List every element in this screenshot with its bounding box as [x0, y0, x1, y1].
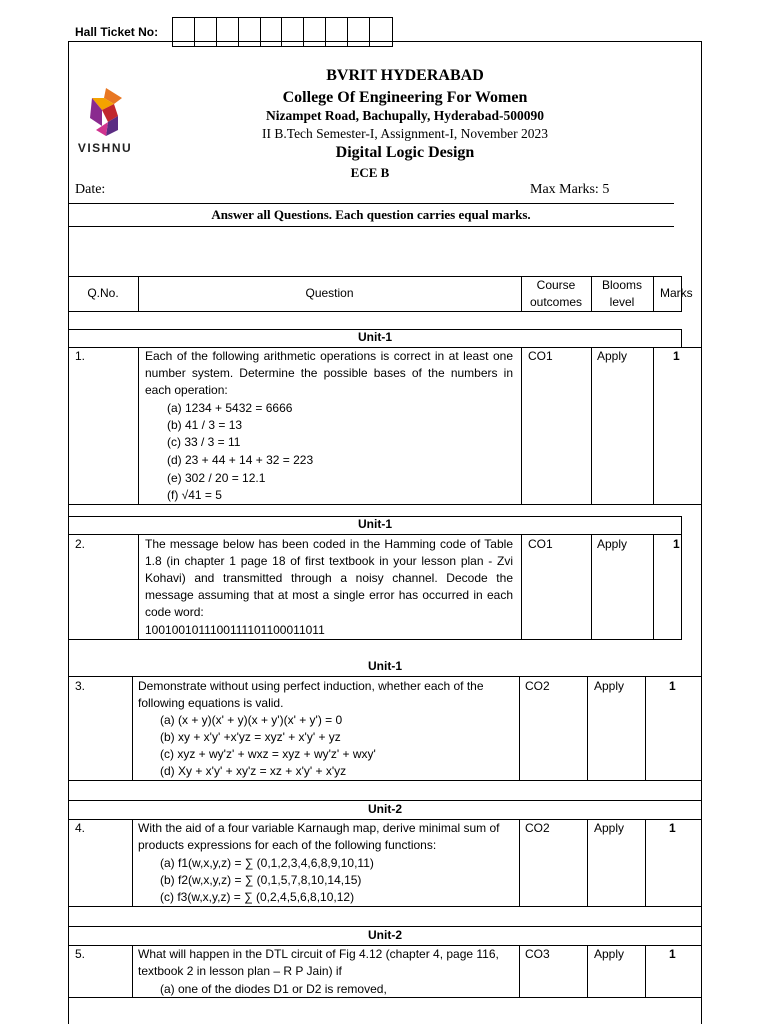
- question-number: 1.: [75, 349, 86, 363]
- header-blooms-1: Blooms: [601, 278, 642, 292]
- course-outcome: CO1: [528, 349, 553, 363]
- blooms-level: Apply: [594, 821, 625, 835]
- question-part: (b) f2(w,x,y,z) = ∑ (0,1,5,7,8,10,14,15): [160, 873, 362, 887]
- question-number: 2.: [75, 537, 86, 551]
- date-label: Date:: [75, 182, 106, 197]
- exam-title: II B.Tech Semester-I, Assignment-I, November 2023: [262, 126, 548, 141]
- blooms-level: Apply: [597, 537, 628, 551]
- header-qno: Q.No.: [87, 286, 119, 300]
- question-part: (c) 33 / 3 = 11: [167, 435, 241, 449]
- question-part: (b) 41 / 3 = 13: [167, 418, 243, 432]
- course-outcome: CO2: [525, 821, 550, 835]
- divider: [68, 226, 674, 227]
- question-part: (c) xyz + wy'z' + wxz = xyz + wy'z' + wxy': [160, 747, 376, 761]
- max-marks: Max Marks: 5: [530, 182, 610, 197]
- divider: [68, 203, 674, 204]
- question-part: (a) one of the diodes D1 or D2 is removed,: [160, 982, 387, 996]
- blooms-level: Apply: [597, 349, 628, 363]
- question-part: (d) 23 + 44 + 14 + 32 = 223: [167, 453, 314, 467]
- course-outcome: CO1: [528, 537, 553, 551]
- course-outcome: CO3: [525, 947, 550, 961]
- header-question: Question: [305, 286, 354, 300]
- unit-label: Unit-1: [358, 517, 392, 531]
- college-name: College Of Engineering For Women: [282, 89, 528, 106]
- question-text: Demonstrate without using perfect induction, whether each of the following equations is valid.: [138, 679, 484, 710]
- marks: 1: [669, 679, 676, 693]
- hamming-code: 1001001011100111101100011011: [145, 623, 325, 637]
- vishnu-logo: [74, 86, 136, 156]
- hall-ticket-label: Hall Ticket No:: [75, 25, 159, 39]
- question-part: (c) f3(w,x,y,z) = ∑ (0,2,4,5,6,8,10,12): [160, 890, 355, 904]
- header-blooms-2: level: [609, 295, 635, 309]
- header-course-outcomes-1: Course: [536, 278, 576, 292]
- question-part: (b) xy + x'y' +x'yz = xyz' + x'y' + yz: [160, 730, 341, 744]
- marks: 1: [673, 349, 680, 363]
- question-text: What will happen in the DTL circuit of Fig 4.12 (chapter 4, page 116, textbook 2 in lesson plan – R P Jain) if: [138, 947, 499, 978]
- question-number: 5.: [75, 947, 86, 961]
- marks: 1: [673, 537, 680, 551]
- college-address: Nizampet Road, Bachupally, Hyderabad-500090: [266, 108, 544, 123]
- marks: 1: [669, 821, 676, 835]
- question-text: Each of the following arithmetic operations is correct in at least one number system. Determine the possible bases of the numbers in each operation:: [145, 349, 513, 397]
- question-part: (e) 302 / 20 = 12.1: [167, 471, 266, 485]
- question-number: 3.: [75, 679, 86, 693]
- header-course-outcomes-2: outcomes: [529, 295, 583, 309]
- branch: ECE B: [350, 165, 390, 180]
- blooms-level: Apply: [594, 679, 625, 693]
- question-part: (d) Xy + x'y' + xy'z = xz + x'y' + x'yz: [160, 764, 347, 778]
- subject-title: Digital Logic Design: [335, 144, 475, 161]
- header-marks: Marks: [660, 286, 693, 300]
- question-text: The message below has been coded in the Hamming code of Table 1.8 (in chapter 1 page 18 of first textbook in your lesson plan - Zvi Kohavi) and transmitted through a noisy channel. Decode the message assuming that at most a single error has occurred in each code word:: [145, 537, 513, 619]
- question-part: (f) √41 = 5: [167, 488, 222, 502]
- unit-label: Unit-2: [368, 802, 402, 816]
- instruction: Answer all Questions. Each question carries equal marks.: [211, 207, 531, 222]
- question-text: With the aid of a four variable Karnaugh map, derive minimal sum of products expressions for each of the following functions:: [138, 821, 500, 852]
- logo-text: VISHNU: [77, 141, 133, 155]
- unit-label: Unit-1: [368, 659, 402, 673]
- institute-name: BVRIT HYDERABAD: [326, 67, 484, 84]
- marks: 1: [669, 947, 676, 961]
- unit-label: Unit-1: [358, 330, 392, 344]
- blooms-level: Apply: [594, 947, 625, 961]
- question-part: (a) (x + y)(x' + y)(x + y')(x' + y') = 0: [160, 713, 343, 727]
- question-part: (a) 1234 + 5432 = 6666: [167, 401, 293, 415]
- unit-label: Unit-2: [368, 928, 402, 942]
- question-part: (a) f1(w,x,y,z) = ∑ (0,1,2,3,4,6,8,9,10,11): [160, 856, 374, 870]
- course-outcome: CO2: [525, 679, 550, 693]
- question-number: 4.: [75, 821, 86, 835]
